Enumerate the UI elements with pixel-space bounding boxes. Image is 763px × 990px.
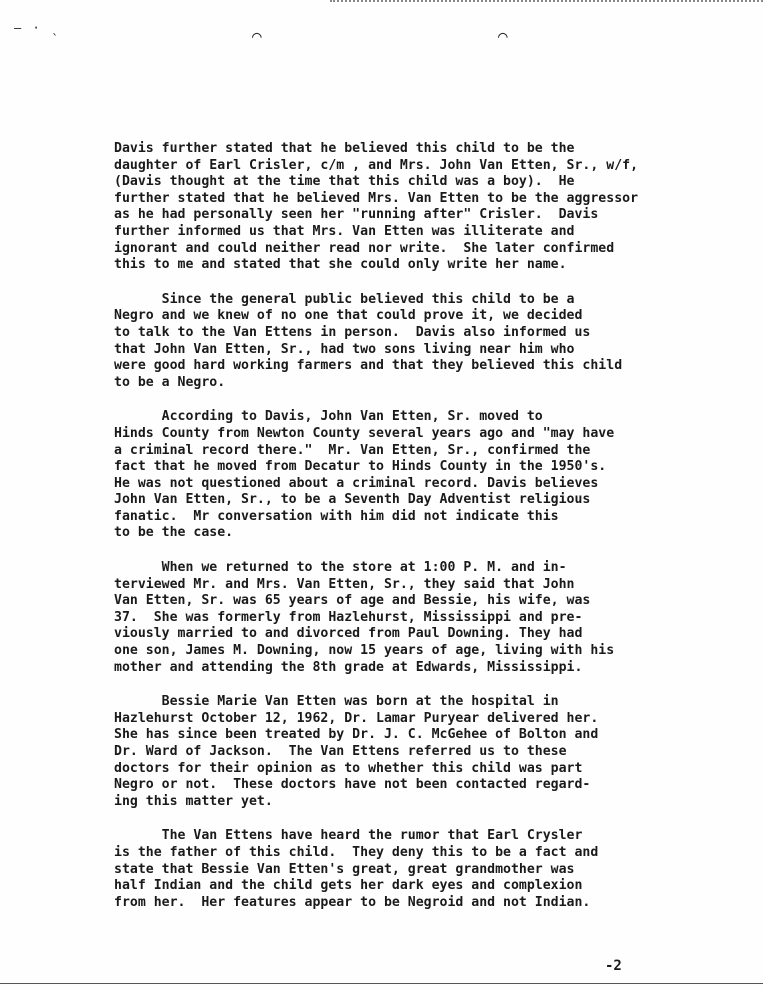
text-line: (Davis thought at the time that this child was a boy). He: [114, 174, 575, 190]
text-line: 37. She was formerly from Hazlehurst, Mississippi and pre-: [114, 609, 583, 625]
text-line: one son, James M. Downing, now 15 years of age, living with his: [114, 643, 615, 659]
text-line: this to me and stated that she could only write her name.: [114, 257, 567, 273]
text-line: When we returned to the store at 1:00 P. M. and in-: [114, 560, 567, 576]
scan-mark-right: ⌒: [498, 26, 508, 45]
paragraph: [114, 409, 754, 542]
text-line: a criminal record there." Mr. Van Etten, Sr., confirmed the: [114, 442, 591, 458]
text-line: state that Bessie Van Etten's great, great grandmother was: [114, 861, 575, 877]
text-line: According to Davis, John Van Etten, Sr. moved to: [114, 409, 543, 425]
scan-mark-left: – · ˎ: [14, 21, 61, 35]
text-line: were good hard working farmers and that they believed this child: [114, 358, 623, 374]
scan-mark-center: ⌒: [252, 26, 262, 45]
text-line: mother and attending the 8th grade at Edwards, Mississippi.: [114, 659, 583, 675]
text-line: He was not questioned about a criminal record. Davis believes: [114, 475, 599, 491]
text-line: ing this matter yet.: [114, 793, 273, 809]
text-line: The Van Ettens have heard the rumor that Earl Crysler: [114, 828, 583, 844]
text-line: Hinds County from Newton County several years ago and "may have: [114, 425, 615, 441]
text-line: to be a Negro.: [114, 374, 226, 390]
text-line: from her. Her features appear to be Negroid and not Indian.: [114, 894, 591, 910]
document-body: [114, 141, 754, 929]
text-line: Since the general public believed this child to be a: [114, 291, 575, 307]
text-line: Davis further stated that he believed this child to be the: [114, 141, 575, 156]
text-line: daughter of Earl Crisler, c/m , and Mrs. John Van Etten, Sr., w/f,: [114, 157, 639, 173]
text-line: ignorant and could neither read nor write. She later confirmed: [114, 240, 615, 256]
page-number: -2: [605, 958, 622, 974]
text-line: Negro and we knew of no one that could prove it, we decided: [114, 308, 583, 324]
text-line: that John Van Etten, Sr., had two sons living near him who: [114, 341, 575, 357]
text-line: doctors for their opinion as to whether this child was part: [114, 760, 583, 776]
text-line: Bessie Marie Van Etten was born at the hospital in: [114, 694, 559, 710]
paragraph: [114, 292, 754, 392]
text-line: Negro or not. These doctors have not been contacted regard-: [114, 777, 591, 793]
text-line: She has since been treated by Dr. J. C. McGehee of Bolton and: [114, 727, 599, 743]
text-line: to talk to the Van Ettens in person. Davis also informed us: [114, 324, 591, 340]
text-line: Hazlehurst October 12, 1962, Dr. Lamar Puryear delivered her.: [114, 710, 599, 726]
text-line: is the father of this child. They deny this to be a fact and: [114, 844, 599, 860]
text-line: half Indian and the child gets her dark eyes and complexion: [114, 878, 583, 894]
text-line: Van Etten, Sr. was 65 years of age and Bessie, his wife, was: [114, 593, 591, 609]
text-line: John Van Etten, Sr., to be a Seventh Day Adventist religious: [114, 492, 591, 508]
text-line: fanatic. Mr conversation with him did not indicate this: [114, 508, 559, 524]
bottom-edge-rule: [0, 983, 763, 986]
text-line: terviewed Mr. and Mrs. Van Etten, Sr., they said that John: [114, 576, 575, 592]
paragraph: [114, 828, 754, 911]
text-line: viously married to and divorced from Paul Downing. They had: [114, 626, 583, 642]
text-line: further informed us that Mrs. Van Etten was illiterate and: [114, 223, 575, 239]
text-line: Dr. Ward of Jackson. The Van Ettens referred us to these: [114, 744, 567, 759]
text-line: to be the case.: [114, 525, 234, 541]
text-line: as he had personally seen her "running after" Crisler. Davis: [114, 207, 599, 223]
text-line: fact that he moved from Decatur to Hinds County in the 1950's.: [114, 459, 607, 475]
text-line: further stated that he believed Mrs. Van Etten to be the aggressor: [114, 190, 639, 206]
paragraph: [114, 141, 754, 274]
top-edge-dots: [330, 0, 763, 4]
paragraph: [114, 560, 754, 676]
paragraph: [114, 694, 754, 810]
